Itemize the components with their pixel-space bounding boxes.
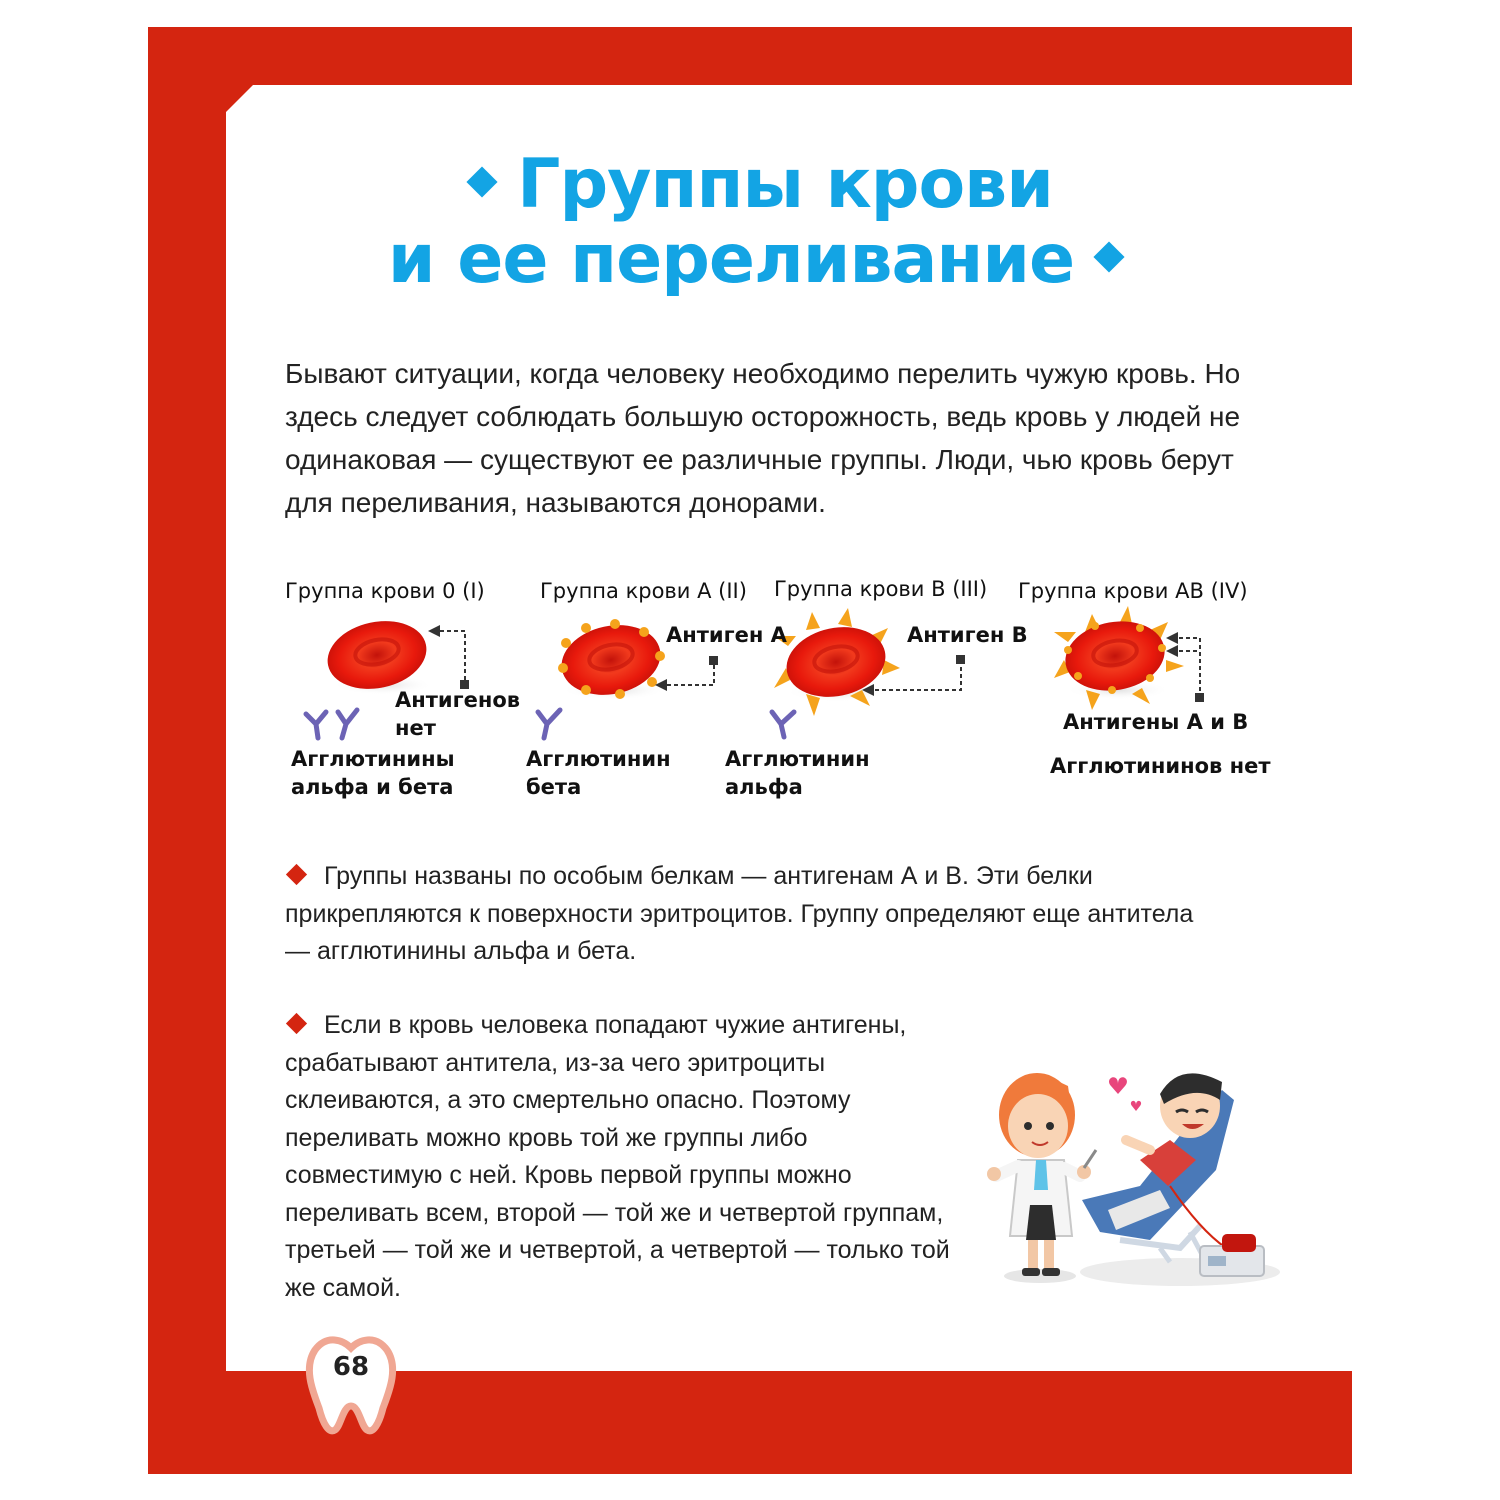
group-b-antigen-label: Антиген В [907, 623, 1028, 647]
group-b-agglutinin-label: Агглютинин альфа [725, 747, 870, 799]
group-a-antigen-label: Антиген А [666, 623, 787, 647]
paragraph-transfusion: Если в кровь человека попадают чужие антигены, срабатывают антитела, из-за чего эритроциты склеиваются, а это смертельно опасно. Поэтому переливать можно кровь той же группы либо совместимую с ней. Кровь первой группы можно переливать всем, второй — той же и четвертой группам, третьей — той же и четвертой, а четвертой — только той же самой. [285, 1011, 950, 1302]
patient-in-chair [1082, 1073, 1264, 1276]
group-a-agglutinin-label: Агглютинин бета [526, 747, 671, 799]
intro-paragraph: Бывают ситуации, когда человеку необходимо перелить чужую кровь. Но здесь следует соблюдать большую осторожность, ведь кровь у людей не одинаковая — существуют ее различные группы. Люди, чью кровь берут для переливания, называются донорами. [285, 358, 1241, 518]
group-0-heading: Группа крови 0 (I) [285, 579, 485, 603]
group-ab-agglutinin-label: Агглютининов нет [1050, 754, 1271, 778]
group-ab-heading: Группа крови АВ (IV) [1018, 579, 1248, 603]
agglutinin-alpha-icon [306, 710, 357, 738]
group-ab-antigen-label: Антигены А и В [1063, 710, 1249, 734]
title-text-2: и ее переливание [387, 220, 1075, 299]
red-diamond-icon [286, 1013, 307, 1034]
group-a-heading: Группа крови А (II) [540, 579, 747, 603]
agglutinin-alpha-icon [772, 712, 794, 737]
agglutinin-beta-icon [538, 710, 560, 738]
heart-icon [1131, 1101, 1141, 1111]
group-0-agglutinin-label: Агглютинины альфа и бета [291, 747, 455, 799]
group-0-antigen-label: Антигенов нет [395, 688, 521, 740]
blood-donation-illustration [987, 1073, 1280, 1286]
paragraph-antigens: Группы названы по особым белкам — антигенам А и В. Эти белки прикрепляются к поверхности эритроцитов. Группу определяют еще антитела — агглютинины альфа и бета. [285, 862, 1194, 965]
page-number: 68 [332, 1352, 370, 1382]
heart-icon [1109, 1077, 1127, 1094]
title-text-1: Группы крови [517, 145, 1053, 224]
red-diamond-icon [286, 864, 307, 885]
doctor-figure [987, 1073, 1096, 1276]
group-b-heading: Группа крови В (III) [774, 577, 988, 601]
pointer-line [433, 631, 465, 683]
cell-group-ab [1054, 606, 1204, 710]
tooth-icon [297, 1330, 405, 1438]
